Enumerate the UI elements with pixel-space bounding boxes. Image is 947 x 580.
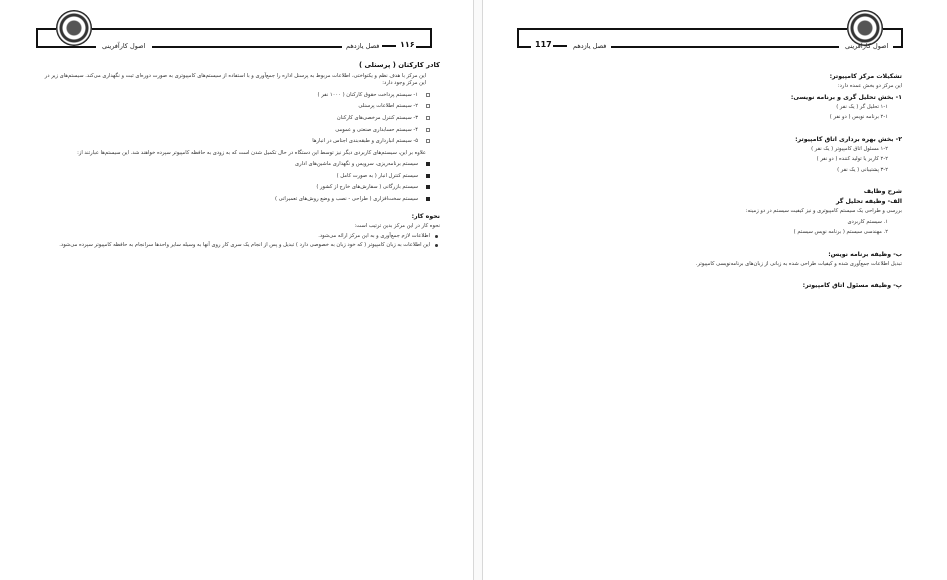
page-number: 117 — [535, 40, 552, 49]
list-item: سیستم برنامه‌ریزی، سرویس و نگهداری ماشین‌های اداری — [40, 161, 440, 169]
list-item: این اطلاعات به زبان کامپیوتر ( که خود زبان به خصوصی دارد ) تبدیل و پس از انجام یک سری کار روی آنها به وسیله سایر واحدها سرانجام به حافظه کامپیوتر سپرده می‌شود. — [40, 242, 440, 250]
paragraph: علاوه بر این، سیستم‌های کاربردی دیگر نیز توسط این دستگاه در حال تکمیل شدن است که به زودی به حافظه کامپیوتر سپرده خواهند شد. این سیستم‌ها عبارتند از: — [77, 149, 426, 156]
list-item: سیستم کنترل انبار ( به صورت کامل ) — [40, 173, 440, 181]
header-dash — [382, 45, 396, 47]
page-gutter — [473, 0, 483, 580]
list-item: ۵- سیستم انبارداری و طبقه‌بندی اجناس در انبارها — [40, 138, 440, 146]
left-page — [0, 0, 473, 580]
paragraph: این مرکز با هدف نظم و یکنواختی، اطلاعات مربوط به پرسنل اداره را جمع‌آوری و با استفاده از سیستم‌های کامپیوتری به صورت دوره‌ای ثبت و نگهداری می‌کند. سیستم‌های زیر در این مرکز وجود دارد: — [44, 72, 426, 87]
header-frame — [36, 28, 38, 48]
sub-heading: پ- وظیفه مسئول اتاق کامپیوتر: — [802, 282, 902, 290]
university-logo-icon — [56, 10, 92, 46]
header-dash — [553, 45, 567, 47]
page-body — [40, 58, 440, 252]
list-item: ۳- سیستم کنترل مرخصی‌های کارکنان — [40, 115, 440, 123]
header-frame — [36, 28, 56, 30]
right-page — [483, 0, 947, 580]
checkbox-icon — [426, 93, 430, 97]
list-item: ۱- سیستم پرداخت حقوق کارکنان ( ۱۰۰۰ نفر ) — [40, 92, 440, 100]
paragraph: تبدیل اطلاعات جمع‌آوری شده و کیفیات طراحی شده به زبانی از زبان‌های برنامه‌نویسی کامپیوتر. — [695, 260, 902, 267]
header-frame — [893, 46, 903, 48]
sub-heading: الف- وظیفه تحلیل گر — [835, 198, 902, 206]
list-item: ۱. سیستم کاربردی — [847, 218, 888, 225]
section-title: کادر کارکنان ( پرسنلی ) — [359, 61, 440, 69]
checkbox-icon — [426, 139, 430, 143]
list-item: ۳-۲ پشتیبانی ( یک نفر ) — [837, 166, 888, 173]
sub-heading: ب- وظیفه برنامه نویس: — [828, 250, 902, 258]
list-item: سیستم بازرگانی ( سفارش‌های خارج از کشور ) — [40, 184, 440, 192]
book-title: اصول کارآفرینی — [845, 42, 889, 50]
checkbox-icon — [426, 104, 430, 108]
paragraph: نحوه کار در این مرکز بدین ترتیب است: — [354, 223, 440, 230]
book-title: اصول کارآفرینی — [102, 42, 146, 50]
header-frame — [517, 28, 847, 30]
section-heading: نحوه کار: — [411, 213, 440, 221]
checkbox-icon — [426, 116, 430, 120]
list-item: ۱-۲ مسئول اتاق کامپیوتر ( یک نفر ) — [811, 145, 888, 152]
square-bullet-icon — [426, 197, 430, 201]
section-heading: شرح وظایف — [863, 188, 902, 196]
header-frame — [152, 46, 342, 48]
header-frame — [517, 28, 519, 48]
list-item: ۲-۱ برنامه نویس ( دو نفر ) — [829, 114, 888, 121]
header-frame — [36, 46, 96, 48]
header-frame — [517, 46, 531, 48]
square-bullet-icon — [426, 162, 430, 166]
list-item: ۲. مهندسی سیستم ( برنامه نویس سیستم ) — [793, 229, 888, 236]
chapter-title: فصل یازدهم — [573, 42, 607, 50]
page-header — [0, 4, 473, 52]
paragraph: این مرکز دو بخش عمده دارد: — [837, 82, 902, 89]
list-item: اطلاعات لازم جمع‌آوری و به این مرکز ارائه می‌شود. — [40, 233, 440, 241]
list-item: ۱-۱ تحلیل گر ( یک نفر ) — [836, 103, 888, 110]
header-frame — [92, 28, 432, 30]
list-item: سیستم سخت‌افزاری ( طراحی - نصب و وضع روش‌های تعمیراتی ) — [40, 196, 440, 204]
section-heading: ۱- بخش تحلیل گری و برنامه نویسی: — [790, 93, 902, 101]
header-frame — [416, 46, 432, 48]
list-item: ۲- سیستم اطلاعات پرسنلی — [40, 103, 440, 111]
list-item: ۴- سیستم حسابداری صنعتی و عمومی — [40, 127, 440, 135]
page-body — [517, 70, 902, 292]
checkbox-icon — [426, 128, 430, 132]
list-item: ۲-۲ کاربر یا تولید کننده ( دو نفر ) — [816, 156, 888, 163]
header-frame — [901, 28, 903, 48]
section-heading: ۲- بخش بهره برداری اتاق کامپیوتر: — [795, 135, 902, 143]
square-bullet-icon — [426, 185, 430, 189]
section-title: تشکیلات مرکز کامپیوتر: — [829, 73, 902, 80]
header-frame — [883, 28, 903, 30]
header-frame — [611, 46, 839, 48]
page-header — [483, 4, 947, 52]
header-frame — [430, 28, 432, 48]
square-bullet-icon — [426, 174, 430, 178]
chapter-title: فصل یازدهم — [346, 42, 380, 50]
page-number: ۱۱۶ — [400, 40, 415, 49]
university-logo-icon — [847, 10, 883, 46]
paragraph: بررسی و طراحی یک سیستم کامپیوتری و نیز کیفیت سیستم در دو زمینه: — [745, 208, 902, 215]
